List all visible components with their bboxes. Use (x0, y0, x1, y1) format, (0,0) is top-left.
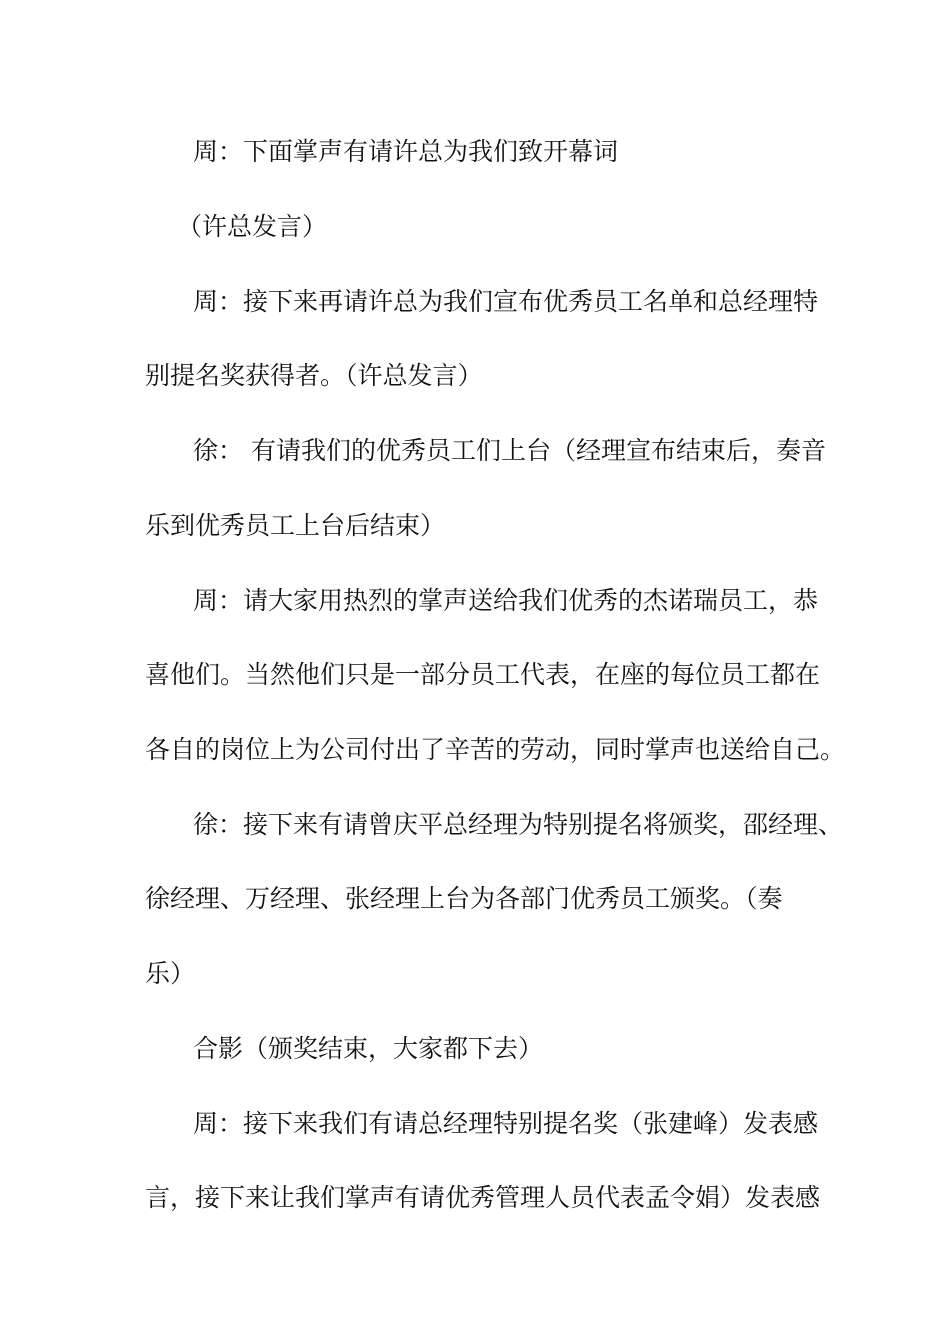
paragraph-line: 乐到优秀员工上台后结束） (145, 511, 446, 540)
paragraph-line: 周：接下来我们有请总经理特别提名奖（张建峰）发表感 (193, 1109, 819, 1138)
paragraph-line: 周：请大家用热烈的掌声送给我们优秀的杰诺瑞员工，恭 (193, 586, 819, 615)
paragraph-line: 喜他们。当然他们只是一部分员工代表，在座的每位员工都在 (145, 660, 821, 689)
paragraph-line: 言，接下来让我们掌声有请优秀管理人员代表孟令娟）发表感 (145, 1183, 821, 1212)
paragraph-line: 周：下面掌声有请许总为我们致开幕词 (193, 137, 619, 166)
paragraph-line: 乐） (145, 959, 196, 988)
paragraph-line: 周：接下来再请许总为我们宣布优秀员工名单和总经理特 (193, 287, 819, 316)
paragraph-line: 合影（颁奖结束，大家都下去） (193, 1034, 544, 1063)
paragraph-line: 各自的岗位上为公司付出了辛苦的劳动，同时掌声也送给自己。 (145, 735, 846, 764)
paragraph-line: 徐： 有请我们的优秀员工们上台（经理宣布结束后，奏音 (193, 436, 826, 465)
paragraph-line: 徐：接下来有请曾庆平总经理为特别提名将颁奖，邵经理、 (193, 810, 844, 839)
paragraph-line: 别提名奖获得者。（许总发言） (145, 361, 483, 390)
paragraph-line: （许总发言） (177, 212, 328, 241)
paragraph-line: 徐经理、万经理、张经理上台为各部门优秀员工颁奖。（奏 (145, 884, 783, 913)
